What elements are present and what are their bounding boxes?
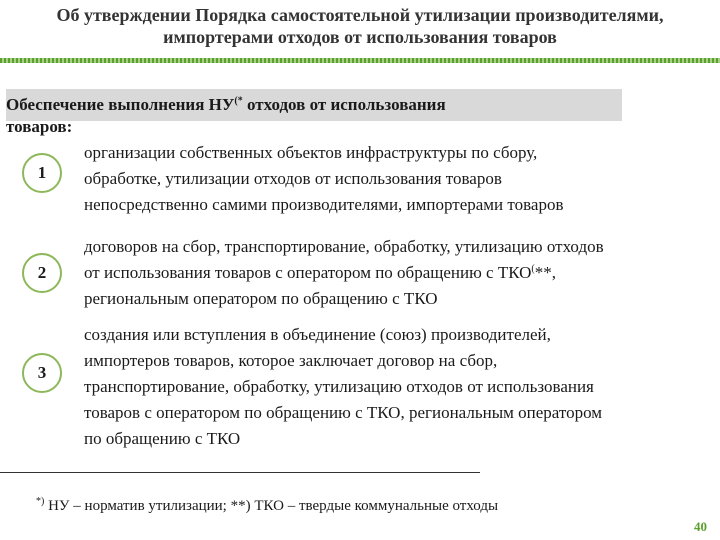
item-1-line: обработке, утилизации отходов от использования товаров (84, 169, 502, 188)
item-text-3 (84, 322, 714, 452)
item-2-line: договоров на сбор, транспортирование, обработку, утилизацию отходов (84, 237, 604, 256)
heading-text-1: Обеспечение выполнения НУ (6, 95, 235, 114)
item-number-1: 1 (37, 163, 47, 182)
title-divider-band (0, 58, 720, 63)
item-2-line-2-tail: **, (534, 263, 556, 282)
slide-title (0, 4, 720, 48)
item-2-line: региональным оператором по обращению с ТКО (84, 289, 438, 308)
item-number-badge-2 (22, 253, 62, 293)
item-3-line: импортеров товаров, которое заключает договор на сбор, (84, 351, 498, 370)
slide-title-line-1: Об утверждении Порядка самостоятельной утилизации производителями, (56, 5, 664, 25)
heading-text-2: отходов от использования (242, 95, 446, 114)
item-3-line: товаров с оператором по обращению с ТКО, региональным оператором (84, 403, 603, 422)
item-1-line: организации собственных объектов инфраструктуры по сбору, (84, 143, 538, 162)
item-number-3: 3 (37, 363, 47, 382)
item-2-line-2-text: от использования товаров с оператором по обращению с ТКО (84, 263, 532, 282)
item-2-superscript: ( (531, 263, 535, 275)
item-text-2 (84, 234, 714, 312)
item-3-line: создания или вступления в объединение (союз) производителей, (84, 325, 551, 344)
section-heading-line-2: товаров: (6, 117, 73, 136)
item-number-badge-1 (22, 153, 62, 193)
footnote-text: НУ – норматив утилизации; **) ТКО – твердые коммунальные отходы (44, 498, 499, 514)
item-2-line (84, 260, 714, 286)
item-number-badge-3 (22, 353, 62, 393)
page-number: 40 (694, 519, 707, 534)
item-text-1 (84, 140, 714, 218)
section-heading-line-1 (6, 94, 626, 116)
heading-superscript: (* (234, 95, 243, 107)
section-heading (6, 94, 626, 138)
footnote-rule (0, 472, 480, 473)
slide-title-line-2: импортерами отходов от использования товаров (163, 27, 557, 47)
footnote (36, 497, 498, 515)
item-3-line: по обращению с ТКО (84, 429, 241, 448)
item-1-line: непосредственно самими производителями, импортерами товаров (84, 195, 564, 214)
footnote-marker: *) (36, 496, 45, 507)
item-number-2: 2 (37, 263, 47, 282)
item-3-line: транспортирование, обработку, утилизацию отходов от использования (84, 377, 594, 396)
